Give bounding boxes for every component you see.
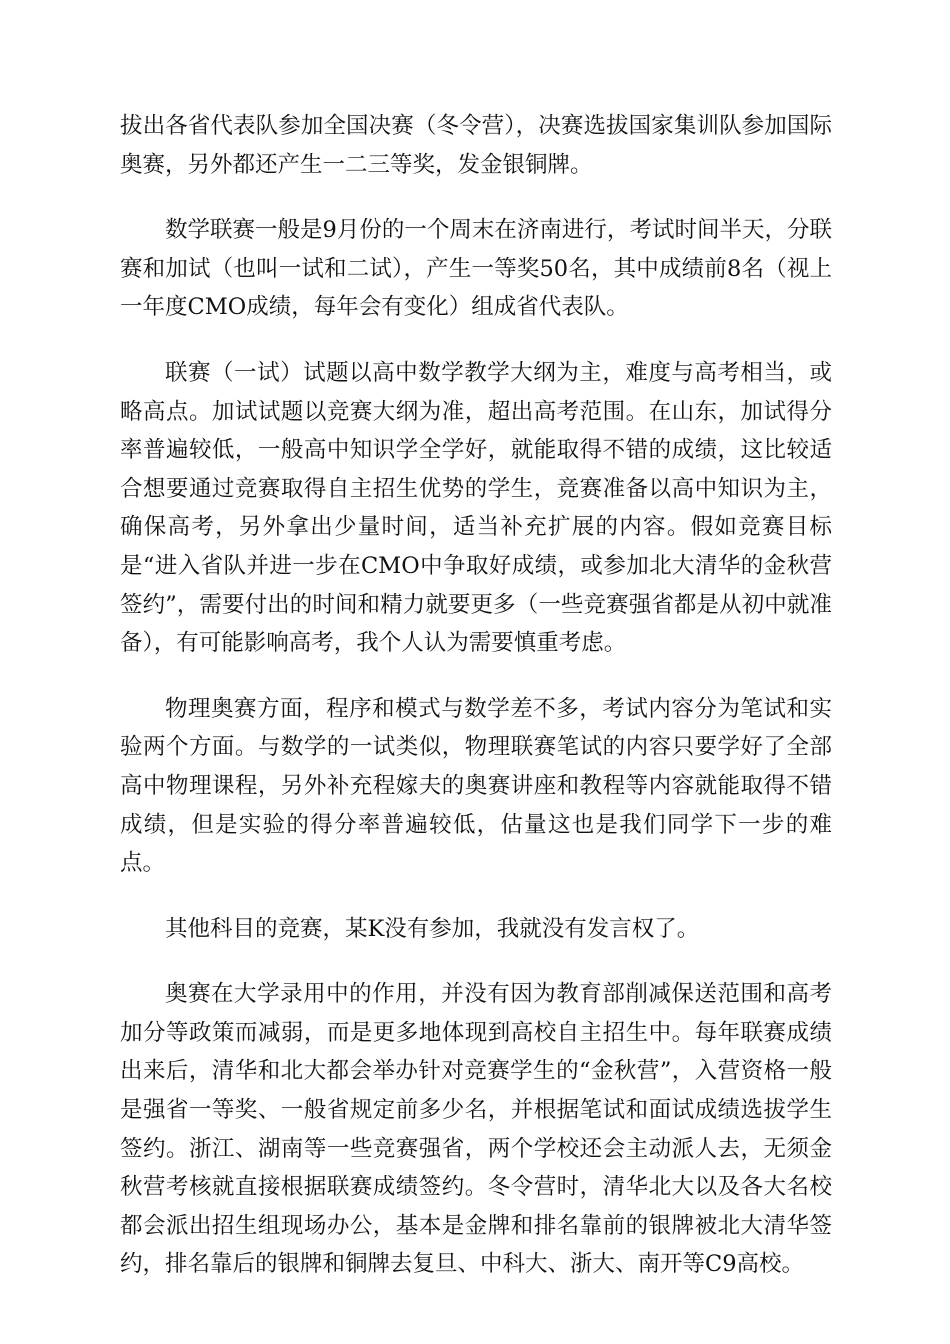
paragraph-math-league: 数学联赛一般是9月份的一个周末在济南进行，考试时间半天，分联赛和加试（也叫一试和二试），产生一等奖50名，其中成绩前8名（视上一年度CMO成绩，每年会有变化）组成省代表队。 [120,217,832,321]
document-body [120,107,832,1311]
paragraph-league-exam: 联赛（一试）试题以高中数学教学大纲为主，难度与高考相当，或略高点。加试试题以竞赛大纲为准，超出高考范围。在山东，加试得分率普遍较低，一般高中知识学全学好，就能取得不错的成绩，这比较适合想要通过竞赛取得自主招生优势的学生，竞赛准备以高中知识为主，确保高考，另外拿出少量时间，适当补充扩展的内容。假如竞赛目标是“进入省队并进一步在CMO中争取好成绩，或参加北大清华的金秋营签约”，需要付出的时间和精力就要更多（一些竞赛强省都是从初中就准备），有可能影响高考，我个人认为需要慎重考虑。 [120,359,832,657]
paragraph-physics-olympiad: 物理奥赛方面，程序和模式与数学差不多，考试内容分为笔试和实验两个方面。与数学的一试类似，物理联赛笔试的内容只要学好了全部高中物理课程，另外补充程嫁夫的奥赛讲座和教程等内容就能取得不错成绩，但是实验的得分率普遍较低，估量这也是我们同学下一步的难点。 [120,695,832,877]
paragraph-university-admission: 奥赛在大学录用中的作用，并没有因为教育部削减保送范围和高考加分等政策而减弱，而是更多地体现到高校自主招生中。每年联赛成绩出来后，清华和北大都会举办针对竞赛学生的“金秋营”，入营资格一般是强省一等奖、一般省规定前多少名，并根据笔试和面试成绩选拔学生签约。浙江、湖南等一些竞赛强省，两个学校还会主动派人去，无须金秋营考核就直接根据联赛成绩签约。冬令营时，清华北大以及各大名校都会派出招生组现场办公，基本是金牌和排名靠前的银牌被北大清华签约，排名靠后的银牌和铜牌去复旦、中科大、浙大、南开等C9高校。 [120,981,832,1278]
paragraph-1-continued: 拔出各省代表队参加全国决赛（冬令营），决赛选拔国家集训队参加国际奥赛，另外都还产生一二三等奖，发金银铜牌。 [120,113,832,178]
paragraph-other-subjects: 其他科目的竞赛，某K没有参加，我就没有发言权了。 [165,915,700,942]
